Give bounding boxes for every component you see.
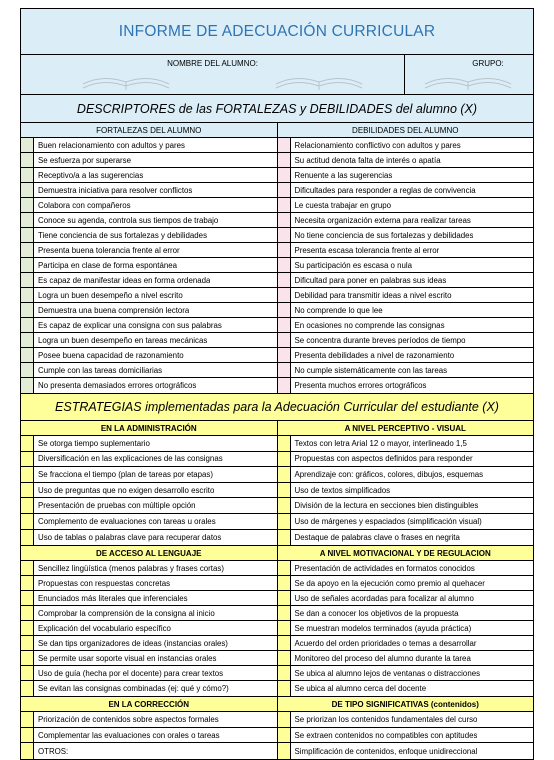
- checkbox[interactable]: [21, 666, 34, 680]
- strengths-list: [21, 138, 277, 393]
- group-field[interactable]: [404, 55, 533, 94]
- checkbox[interactable]: [278, 168, 291, 182]
- strengths-row: [21, 168, 277, 183]
- correction-label: Priorización de contenidos sobre aspectos formales: [38, 714, 219, 724]
- checkbox[interactable]: [21, 681, 34, 696]
- checkbox[interactable]: [21, 561, 34, 575]
- strategies-block-2: [21, 546, 533, 697]
- strengths-row: [21, 258, 277, 273]
- strengths-label: Demuestra iniciativa para resolver conflictos: [38, 185, 193, 195]
- admin-row: [21, 436, 277, 452]
- checkbox[interactable]: [278, 153, 291, 167]
- motivational-label: Presentación de actividades en formatos conocidos: [294, 563, 475, 573]
- checkbox[interactable]: [278, 213, 291, 227]
- checkbox[interactable]: [21, 576, 34, 590]
- admin-label: Uso de tablas o palabras clave para recuperar datos: [38, 532, 222, 542]
- checkbox[interactable]: [278, 378, 291, 393]
- weaknesses-row: [278, 333, 534, 348]
- checkbox[interactable]: [21, 153, 34, 167]
- language-row: [21, 651, 277, 666]
- language-label: Enunciados más literales que inferenciales: [38, 593, 188, 603]
- motivational-label: Se ubica al alumno cerca del docente: [294, 684, 427, 694]
- checkbox[interactable]: [278, 576, 291, 590]
- language-label: Propuestas con respuestas concretas: [38, 578, 171, 588]
- weaknesses-row: [278, 183, 534, 198]
- strengths-row: [21, 183, 277, 198]
- strengths-row: [21, 348, 277, 363]
- checkbox[interactable]: [278, 318, 291, 332]
- motivational-row: [278, 561, 534, 576]
- checkbox[interactable]: [21, 452, 34, 467]
- checkbox[interactable]: [21, 530, 34, 546]
- checkbox[interactable]: [278, 288, 291, 302]
- checkbox[interactable]: [21, 621, 34, 635]
- curricular-report-form: [20, 8, 534, 760]
- admin-row: [21, 452, 277, 468]
- checkbox[interactable]: [278, 183, 291, 197]
- language-row: [21, 681, 277, 696]
- language-row: [21, 666, 277, 681]
- strategies-heading: ESTRATEGIAS implementadas para la Adecuación Curricular del estudiante (X): [21, 394, 533, 421]
- weaknesses-row: [278, 258, 534, 273]
- checkbox[interactable]: [21, 333, 34, 347]
- perceptive-label: Propuestas con aspectos definidos para responder: [294, 454, 473, 464]
- language-label: Sencillez lingüística (menos palabras y frases cortas): [38, 563, 224, 573]
- checkbox[interactable]: [21, 273, 34, 287]
- checkbox[interactable]: [21, 636, 34, 650]
- motivational-label: Se muestran modelos terminados (ayuda práctica): [294, 623, 472, 633]
- correction-label: Complementar las evaluaciones con orales o tareas: [38, 730, 220, 740]
- checkbox[interactable]: [278, 436, 291, 451]
- weaknesses-row: [278, 363, 534, 378]
- strengths-row: [21, 333, 277, 348]
- perceptive-row: [278, 452, 534, 468]
- strengths-row: [21, 138, 277, 153]
- checkbox[interactable]: [278, 514, 291, 529]
- admin-row: [21, 483, 277, 499]
- checkbox[interactable]: [21, 363, 34, 377]
- language-row: [21, 591, 277, 606]
- checkbox[interactable]: [21, 168, 34, 182]
- weaknesses-row: [278, 273, 534, 288]
- strengths-header: FORTALEZAS DEL ALUMNO: [21, 123, 277, 138]
- checkbox[interactable]: [278, 651, 291, 665]
- weaknesses-header: DEBILIDADES DEL ALUMNO: [278, 123, 534, 138]
- checkbox[interactable]: [278, 636, 291, 650]
- language-row: [21, 621, 277, 636]
- perceptive-label: División de la lectura en secciones bien distinguibles: [294, 501, 479, 511]
- weaknesses-row: [278, 243, 534, 258]
- correction-list: [21, 712, 277, 759]
- checkbox[interactable]: [278, 606, 291, 620]
- weaknesses-row: [278, 378, 534, 393]
- strengths-label: Es capaz de manifestar ideas en forma ordenada: [38, 275, 211, 285]
- admin-column: [21, 421, 278, 545]
- strengths-label: Presenta buena tolerancia frente al error: [38, 245, 180, 255]
- checkbox[interactable]: [21, 183, 34, 197]
- checkbox[interactable]: [278, 561, 291, 575]
- significant-label: Se extraen contenidos no compatibles con aptitudes: [294, 730, 478, 740]
- checkbox[interactable]: [21, 728, 34, 743]
- weaknesses-label: Renuente a las sugerencias: [294, 170, 393, 180]
- perceptive-row: [278, 530, 534, 546]
- weaknesses-list: [278, 138, 534, 393]
- language-column: [21, 546, 278, 696]
- checkbox[interactable]: [21, 378, 34, 393]
- strengths-row: [21, 363, 277, 378]
- language-label: Explicación del vocabulario específico: [38, 623, 171, 633]
- strengths-label: Participa en clase de forma espontánea: [38, 260, 178, 270]
- weaknesses-label: Necesita organización externa para realizar tareas: [294, 215, 471, 225]
- perceptive-column: [278, 421, 534, 545]
- significant-label: Se priorizan los contenidos fundamentales del curso: [294, 714, 478, 724]
- weaknesses-column: [278, 123, 534, 393]
- language-label: Se dan tips organizadores de ideas (instancias orales): [38, 638, 228, 648]
- checkbox[interactable]: [21, 213, 34, 227]
- motivational-label: Uso de señales acordadas para focalizar al alumno: [294, 593, 474, 603]
- checkbox[interactable]: [21, 258, 34, 272]
- strengths-label: Buen relacionamiento con adultos y pares: [38, 140, 185, 150]
- weaknesses-row: [278, 138, 534, 153]
- checkbox[interactable]: [278, 138, 291, 152]
- strengths-label: No presenta demasiados errores ortográficos: [38, 381, 197, 390]
- strengths-label: Tiene conciencia de sus fortalezas y debilidades: [38, 230, 208, 240]
- motivational-row: [278, 636, 534, 651]
- checkbox[interactable]: [278, 258, 291, 272]
- motivational-row: [278, 606, 534, 621]
- checkbox[interactable]: [21, 303, 34, 317]
- checkbox[interactable]: [21, 591, 34, 605]
- strengths-row: [21, 318, 277, 333]
- title-row: [21, 9, 533, 55]
- correction-row: [21, 728, 277, 744]
- checkbox[interactable]: [278, 363, 291, 377]
- motivational-row: [278, 621, 534, 636]
- weaknesses-label: Dificultad para poner en palabras sus ideas: [294, 275, 447, 285]
- strategies-block-3: [21, 697, 533, 759]
- language-label: Comprobar la comprensión de la consigna al inicio: [38, 608, 215, 618]
- language-label: Se evitan las consignas combinadas (ej: qué y cómo?): [38, 684, 229, 694]
- checkbox[interactable]: [278, 666, 291, 680]
- admin-row: [21, 514, 277, 530]
- motivational-label: Se ubica al alumno lejos de ventanas o distracciones: [294, 668, 481, 678]
- checkbox[interactable]: [21, 712, 34, 727]
- strategies-block-1: [21, 421, 533, 546]
- descriptors-grid: [21, 123, 533, 394]
- correction-row: [21, 743, 277, 759]
- motivational-row: [278, 576, 534, 591]
- language-row: [21, 636, 277, 651]
- weaknesses-label: Presenta muchos errores ortográficos: [294, 381, 427, 390]
- checkbox[interactable]: [21, 228, 34, 242]
- perceptive-row: [278, 483, 534, 499]
- significant-column: [278, 697, 534, 759]
- perceptive-label: Aprendizaje con: gráficos, colores, dibujos, esquemas: [294, 469, 484, 479]
- weaknesses-label: Presenta debilidades a nivel de razonamiento: [294, 350, 455, 360]
- strengths-row: [21, 228, 277, 243]
- language-label: Uso de guía (hecha por el docente) para crear textos: [38, 668, 224, 678]
- language-row: [21, 606, 277, 621]
- weaknesses-label: No comprende lo que lee: [294, 305, 383, 315]
- student-name-label: NOMBRE DEL ALUMNO:: [167, 59, 258, 68]
- weaknesses-row: [278, 228, 534, 243]
- report-title: INFORME DE ADECUACIÓN CURRICULAR: [118, 22, 436, 40]
- checkbox[interactable]: [278, 452, 291, 467]
- strengths-row: [21, 378, 277, 393]
- student-name-field[interactable]: [21, 55, 404, 94]
- admin-row: [21, 467, 277, 483]
- strengths-label: Se esfuerza por superarse: [38, 155, 131, 165]
- admin-label: Complemento de evaluaciones con tareas u orales: [38, 516, 216, 526]
- checkbox[interactable]: [278, 467, 291, 482]
- admin-list: [21, 436, 277, 545]
- correction-header: EN LA CORRECCIÓN: [21, 697, 277, 712]
- correction-label: OTROS:: [38, 746, 69, 756]
- checkbox[interactable]: [278, 198, 291, 212]
- language-list: [21, 561, 277, 696]
- motivational-row: [278, 591, 534, 606]
- checkbox[interactable]: [21, 483, 34, 498]
- motivational-header: A NIVEL MOTIVACIONAL Y DE REGULACION: [278, 546, 534, 561]
- perceptive-label: Uso de textos simplificados: [294, 485, 391, 495]
- motivational-column: [278, 546, 534, 696]
- strengths-row: [21, 303, 277, 318]
- strengths-row: [21, 288, 277, 303]
- weaknesses-label: Le cuesta trabajar en grupo: [294, 200, 392, 210]
- weaknesses-label: Debilidad para transmitir ideas a nivel escrito: [294, 290, 452, 300]
- checkbox[interactable]: [278, 728, 291, 743]
- admin-label: Diversificación en las explicaciones de las consignas: [38, 454, 223, 464]
- checkbox[interactable]: [21, 288, 34, 302]
- perceptive-label: Textos con letra Arial 12 o mayor, interlineado 1,5: [294, 438, 467, 448]
- book-watermark-icon: [423, 70, 513, 92]
- checkbox[interactable]: [21, 606, 34, 620]
- weaknesses-row: [278, 318, 534, 333]
- book-watermark-icon: [81, 70, 171, 92]
- strengths-column: [21, 123, 278, 393]
- correction-row: [21, 712, 277, 728]
- motivational-label: Se dan a conocer los objetivos de la propuesta: [294, 608, 459, 618]
- strengths-label: Posee buena capacidad de razonamiento: [38, 350, 184, 360]
- significant-row: [278, 743, 534, 759]
- checkbox[interactable]: [21, 243, 34, 257]
- weaknesses-label: Se concentra durante breves períodos de tiempo: [294, 335, 466, 345]
- checkbox[interactable]: [21, 651, 34, 665]
- weaknesses-row: [278, 198, 534, 213]
- weaknesses-label: Relacionamiento conflictivo con adultos y pares: [294, 140, 461, 150]
- strengths-label: Receptivo/a a las sugerencias: [38, 170, 144, 180]
- strengths-row: [21, 273, 277, 288]
- student-info-row: [21, 55, 533, 95]
- weaknesses-label: Su participación es escasa o nula: [294, 260, 413, 270]
- admin-label: Uso de preguntas que no exigen desarrollo escrito: [38, 485, 215, 495]
- perceptive-row: [278, 498, 534, 514]
- checkbox[interactable]: [21, 498, 34, 513]
- group-label: GRUPO:: [472, 59, 504, 68]
- strengths-label: Colabora con compañeros: [38, 200, 131, 210]
- language-row: [21, 576, 277, 591]
- weaknesses-label: Su actitud denota falta de interés o apatía: [294, 155, 441, 165]
- checkbox[interactable]: [278, 498, 291, 513]
- checkbox[interactable]: [278, 591, 291, 605]
- admin-label: Se otorga tiempo suplementario: [38, 438, 150, 448]
- weaknesses-label: Presenta escasa tolerancia frente al error: [294, 245, 440, 255]
- checkbox[interactable]: [21, 138, 34, 152]
- strengths-label: Logra un buen desempeño en tareas mecánicas: [38, 335, 208, 345]
- checkbox[interactable]: [278, 348, 291, 362]
- weaknesses-row: [278, 303, 534, 318]
- motivational-label: Se da apoyo en la ejecución como premio al quehacer: [294, 578, 485, 588]
- checkbox[interactable]: [278, 243, 291, 257]
- language-header: DE ACCESO AL LENGUAJE: [21, 546, 277, 561]
- motivational-label: Monitoreo del proceso del alumno durante la tarea: [294, 653, 471, 663]
- strengths-label: Logra un buen desempeño a nivel escrito: [38, 290, 183, 300]
- weaknesses-label: En ocasiones no comprende las consignas: [294, 320, 445, 330]
- checkbox[interactable]: [278, 743, 291, 759]
- checkbox[interactable]: [278, 333, 291, 347]
- perceptive-header: A NIVEL PERCEPTIVO - VISUAL: [278, 421, 534, 436]
- checkbox[interactable]: [278, 228, 291, 242]
- strengths-label: Conoce su agenda, controla sus tiempos de trabajo: [38, 215, 219, 225]
- correction-column: [21, 697, 278, 759]
- descriptors-heading: DESCRIPTORES de las FORTALEZAS y DEBILIDADES del alumno (X): [21, 95, 533, 123]
- weaknesses-row: [278, 213, 534, 228]
- strengths-label: Es capaz de explicar una consigna con sus palabras: [38, 320, 222, 330]
- checkbox[interactable]: [21, 514, 34, 529]
- checkbox[interactable]: [21, 318, 34, 332]
- weaknesses-label: No tiene conciencia de sus fortalezas y debilidades: [294, 230, 474, 240]
- motivational-row: [278, 666, 534, 681]
- perceptive-list: [278, 436, 534, 545]
- strengths-label: Cumple con las tareas domiciliarias: [38, 365, 163, 375]
- motivational-list: [278, 561, 534, 696]
- perceptive-row: [278, 436, 534, 452]
- admin-header: EN LA ADMINISTRACIÓN: [21, 421, 277, 436]
- weaknesses-row: [278, 348, 534, 363]
- admin-row: [21, 530, 277, 546]
- checkbox[interactable]: [278, 483, 291, 498]
- checkbox[interactable]: [278, 712, 291, 727]
- admin-label: Presentación de pruebas con múltiple opción: [38, 501, 196, 511]
- significant-row: [278, 728, 534, 744]
- checkbox[interactable]: [21, 436, 34, 451]
- language-label: Se permite usar soporte visual en instancias orales: [38, 653, 217, 663]
- motivational-row: [278, 681, 534, 696]
- checkbox[interactable]: [278, 681, 291, 696]
- weaknesses-label: No cumple sistemáticamente con las tareas: [294, 365, 448, 375]
- checkbox[interactable]: [21, 743, 34, 759]
- checkbox[interactable]: [21, 348, 34, 362]
- checkbox[interactable]: [278, 530, 291, 546]
- strengths-row: [21, 243, 277, 258]
- checkbox[interactable]: [278, 273, 291, 287]
- perceptive-label: Uso de márgenes y espaciados (simplificación visual): [294, 516, 482, 526]
- motivational-row: [278, 651, 534, 666]
- strengths-label: Demuestra una buena comprensión lectora: [38, 305, 190, 315]
- checkbox[interactable]: [278, 621, 291, 635]
- checkbox[interactable]: [21, 198, 34, 212]
- strengths-row: [21, 153, 277, 168]
- perceptive-row: [278, 467, 534, 483]
- strengths-row: [21, 198, 277, 213]
- book-watermark-icon: [274, 70, 364, 92]
- significant-list: [278, 712, 534, 759]
- significant-label: Simplificación de contenidos, enfoque unidireccional: [294, 746, 478, 756]
- motivational-label: Acuerdo del orden prioridades o temas a desarrollar: [294, 638, 477, 648]
- admin-label: Se fracciona el tiempo (plan de tareas por etapas): [38, 469, 214, 479]
- weaknesses-row: [278, 288, 534, 303]
- language-row: [21, 561, 277, 576]
- weaknesses-label: Dificultades para responder a reglas de convivencia: [294, 185, 476, 195]
- significant-header: DE TIPO SIGNIFICATIVAS (contenidos): [278, 697, 534, 712]
- checkbox[interactable]: [278, 303, 291, 317]
- strengths-row: [21, 213, 277, 228]
- perceptive-label: Destaque de palabras clave o frases en negrita: [294, 532, 460, 542]
- weaknesses-row: [278, 153, 534, 168]
- weaknesses-row: [278, 168, 534, 183]
- significant-row: [278, 712, 534, 728]
- checkbox[interactable]: [21, 467, 34, 482]
- admin-row: [21, 498, 277, 514]
- perceptive-row: [278, 514, 534, 530]
